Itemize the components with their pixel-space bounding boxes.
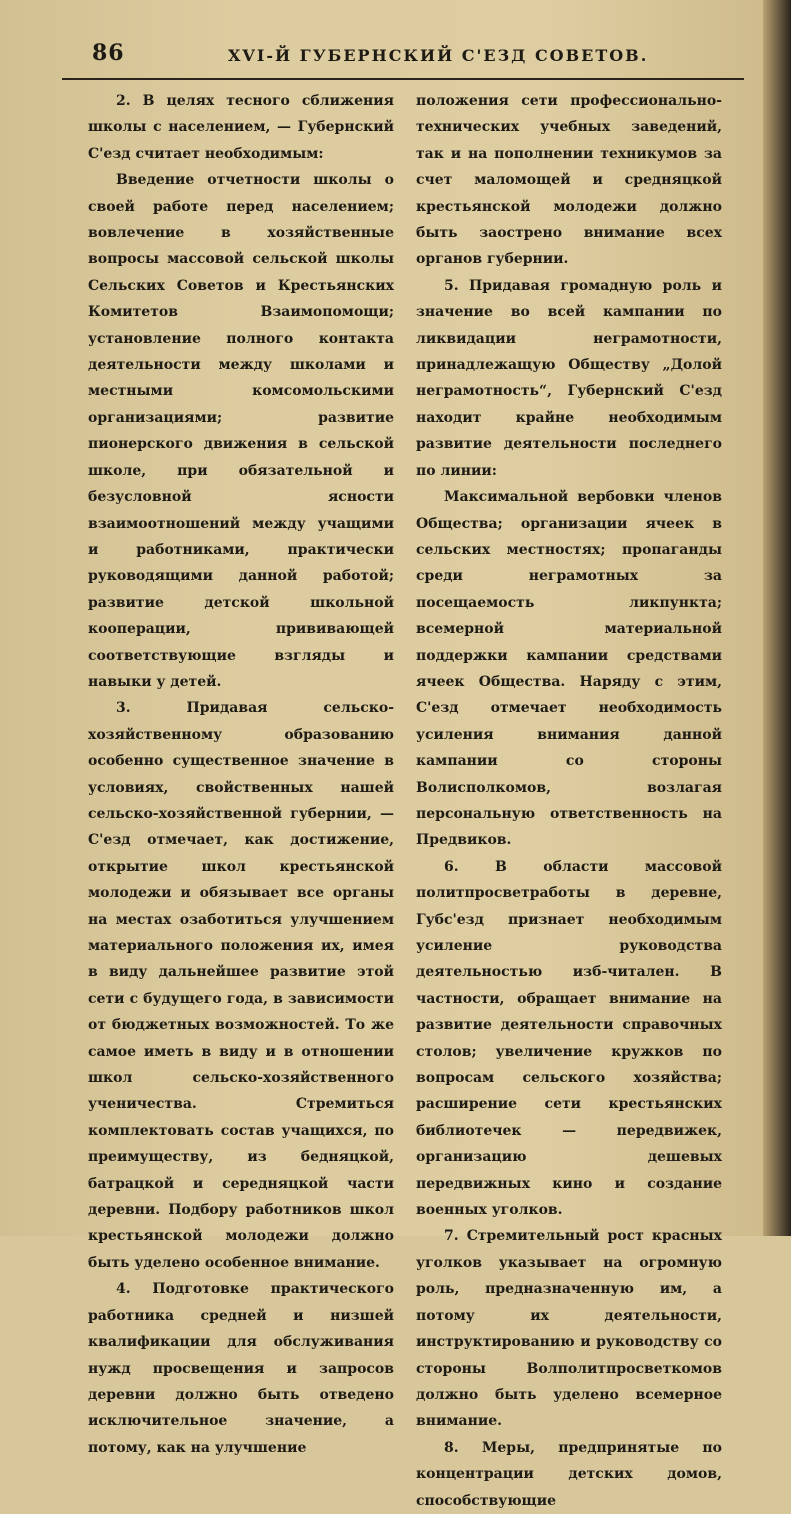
paragraph: 3. Придавая сельско-хозяйственному образованию особенно существенное значение в условиях, свойственных нашей сельско-хозяйственной губернии, — С'езд отмечает, как достижение, открытие школ крестьянской молодежи и обязывает все органы на местах озаботиться улучшением материального положения их, имея в виду дальнейшее развитие этой сети с будущего года, в зависимости от бюджетных возможностей. То же самое иметь в виду и в отношении школ сельско-хозяйственного ученичества. Стремиться комплектовать состав учащихся, по преимуществу, из бедняцкой, батрацкой и середняцкой части деревни. Подбору работников школ крестьянской молодежи должно быть уделено особенное внимание.	[88, 700, 394, 1271]
paragraph: 7. Стремительный рост красных уголков указывает на огромную роль, предназначенную им, а потому их деятельности, инструктированию и руководству со стороны Волполитпросветкомов должно быть уделено всемерное внимание.	[416, 1228, 722, 1430]
paragraph: 4. Подготовке практического работника средней и низшей квалификации для обслуживания нужд просвещения и запросов деревни должно быть отведено исключительное значение, а потому, как на улучшение	[88, 1281, 394, 1456]
paragraph: 6. В области массовой политпросветработы в деревне, Губс'езд признает необходимым усиление руководства деятельностью изб-читален. В частности, обращает внимание на развитие деятельности справочных столов; увеличение кружков по вопросам сельского хозяйства; расширение сети крестьянских библиотечек — передвижек, организацию дешевых передвижных кино и создание военных уголков.	[416, 858, 722, 1219]
page-number: 86	[92, 40, 125, 66]
page-header	[62, 38, 744, 80]
right-column	[416, 88, 722, 1514]
paragraph: 5. Придавая громадную роль и значение во всей кампании по ликвидации неграмотности, принадлежащую Обществу „Долой неграмотность“, Губернский С'езд находит крайне необходимым развитие деятельности последнего по линии:	[416, 277, 722, 479]
paragraph: 8. Меры, предпринятые по концентрации детских домов, способствующие	[416, 1439, 722, 1509]
left-column	[88, 88, 394, 1461]
paragraph: Максимальной вербовки членов Общества; организации ячеек в сельских местностях; пропаганды среди неграмотных за посещаемость ликпункта; всемерной материальной поддержки кампании средствами ячеек Общества. Наряду с этим, С'езд отмечает необходимость усиления внимания данной кампании со стороны Волисполкомов, возлагая персональную ответственность на Предвиков.	[416, 489, 722, 849]
paragraph: 2. В целях тесного сближения школы с населением, — Губернский С'езд считает необходимым:	[88, 93, 394, 162]
paragraph: Введение отчетности школы о своей работе перед населением; вовлечение в хозяйственные вопросы массовой сельской школы Сельских Советов и Крестьянских Комитетов Взаимопомощи; установление полного контакта деятельности между школами и местными комсомольскими организациями; развитие пионерского движения в сельской школе, при обязательной и безусловной ясности взаимоотношений между учащими и работниками, практически руководящими данной работой; развитие детской школьной кооперации, прививающей соответствующие взгляды и навыки у детей.	[88, 172, 394, 690]
running-title: XVI-Й ГУБЕРНСКИЙ С'ЕЗД СОВЕТОВ.	[228, 46, 649, 65]
paragraph: положения сети профессионально-технических учебных заведений, так и на пополнении техникумов за счет маломощей и средняцкой крестьянской молодежи должно быть заострено внимание всех органов губернии.	[416, 93, 722, 268]
page-edge-shadow	[763, 0, 791, 1236]
